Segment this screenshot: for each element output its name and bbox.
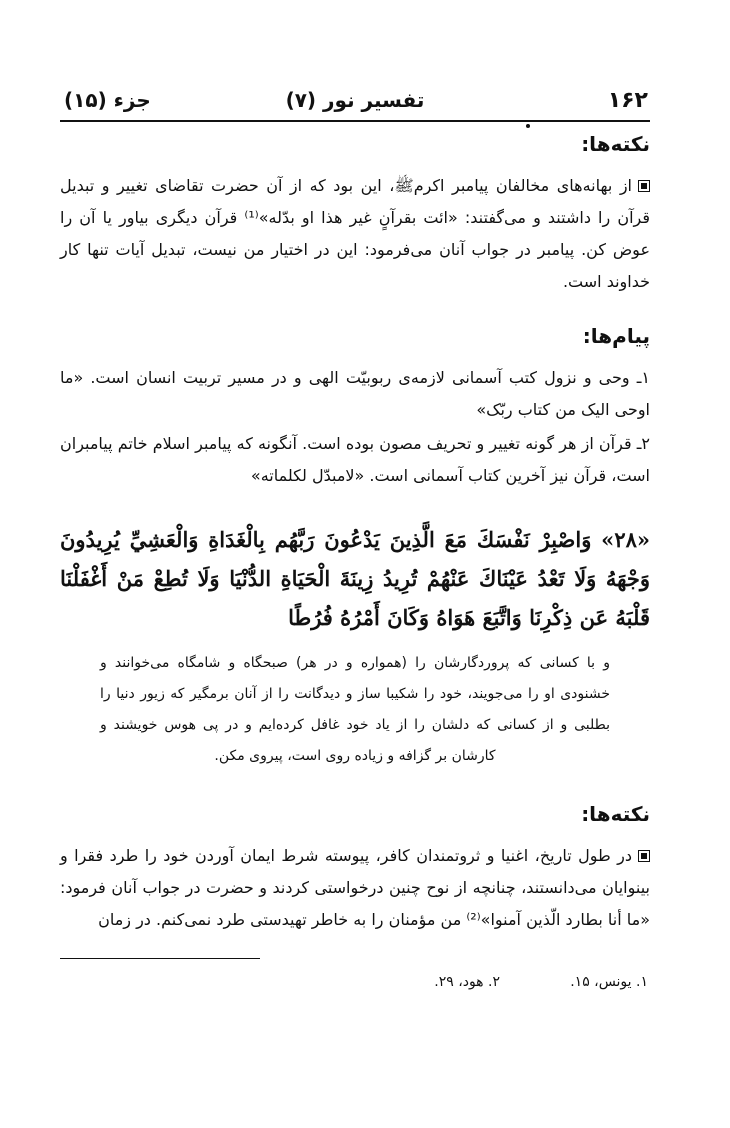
notes-2-paragraph: در طول تاریخ، اغنیا و ثروتمندان کافر، پیوسته شرط ایمان آوردن خود را طرد فقرا و بینوایان می‌دانستند، چنانچه از نوح چنین درخواستی کردند و حضرت در جواب آنان فرمود: «ما أنا بطارد الّذین آمنوا»⁽²⁾ من مؤمنان را به خاطر تهیدستی طرد نمی‌کنم. در زمان [60, 846, 650, 929]
page-number: ۱۶۲ [607, 88, 648, 113]
verse-translation: و با کسانی که پروردگارشان را (همواره و در هر) صبحگاه و شامگاه می‌خوانند و خشنودی او را می‌جویند، خود را شکیبا ساز و دیدگانت را از آنان برمگیر که زیور دنیا را بطلبی و از کسانی که دلشان را از یاد خود غافل کرده‌ایم و در پی هوس خویشند و کارشان بر گزافه و زیاده روی است، پیروی مکن. [100, 655, 610, 764]
square-bullet-icon [638, 850, 650, 862]
section-heading-notes-1: نکته‌ها: [581, 132, 650, 156]
footnote-divider [60, 958, 260, 959]
running-header [60, 80, 650, 122]
square-bullet-icon [638, 180, 650, 192]
book-title: تفسیر نور (۷) [285, 88, 425, 112]
quran-verse: «۲۸» وَاصْبِرْ نَفْسَكَ مَعَ الَّذِينَ يَدْعُونَ رَبَّهُم بِالْغَدَاةِ وَالْعَشِيِّ يُرِيدُونَ وَجْهَهُ وَلَا تَعْدُ عَيْنَاكَ عَنْهُمْ تُرِيدُ زِينَةَ الْحَيَاةِ الدُّنْيَا وَلَا تُطِعْ مَنْ أَغْفَلْنَا قَلْبَهُ عَن ذِكْرِنَا وَاتَّبَعَ هَوَاهُ وَكَانَ أَمْرُهُ فُرُطًا [60, 527, 650, 630]
page [60, 80, 650, 1100]
footnote-2: ۲. هود، ۲۹. [434, 974, 500, 990]
juz-label: جزء (۱۵) [64, 88, 151, 112]
dot-mark [526, 124, 530, 128]
notes-1-paragraph: از بهانه‌های مخالفان پیامبر اکرمﷺ، این بود که از آن حضرت تقاضای تغییر و تبدیل قرآن را داشتند و می‌گفتند: «ائت بقرآنٍ غیر هذا او بدّله»⁽¹⁾ قرآن دیگری بیاور یا آن را عوض کن. پیامبر در جواب آنان می‌فرمود: این در اختیار من نیست، تبدیل آیات تنها کار خداوند است. [60, 176, 651, 291]
message-item-1: ۱ـ وحی و نزول کتب آسمانی لازمه‌ی ربوبیّت الهی و در مسیر تربیت انسان است. «ما اوحی الیک من کتاب ربّک» [60, 368, 650, 419]
message-item-2: ۲ـ قرآن از هر گونه تغییر و تحریف مصون بوده است. آنگونه که پیامبر اسلام خاتم پیامبران است، قرآن نیز آخرین کتاب آسمانی است. «لامبدّل لکلماته» [60, 434, 650, 485]
section-heading-messages: پیام‌ها: [582, 324, 650, 348]
section-heading-notes-2: نکته‌ها: [581, 802, 650, 826]
footnote-1: ۱. یونس، ۱۵. [570, 974, 648, 990]
